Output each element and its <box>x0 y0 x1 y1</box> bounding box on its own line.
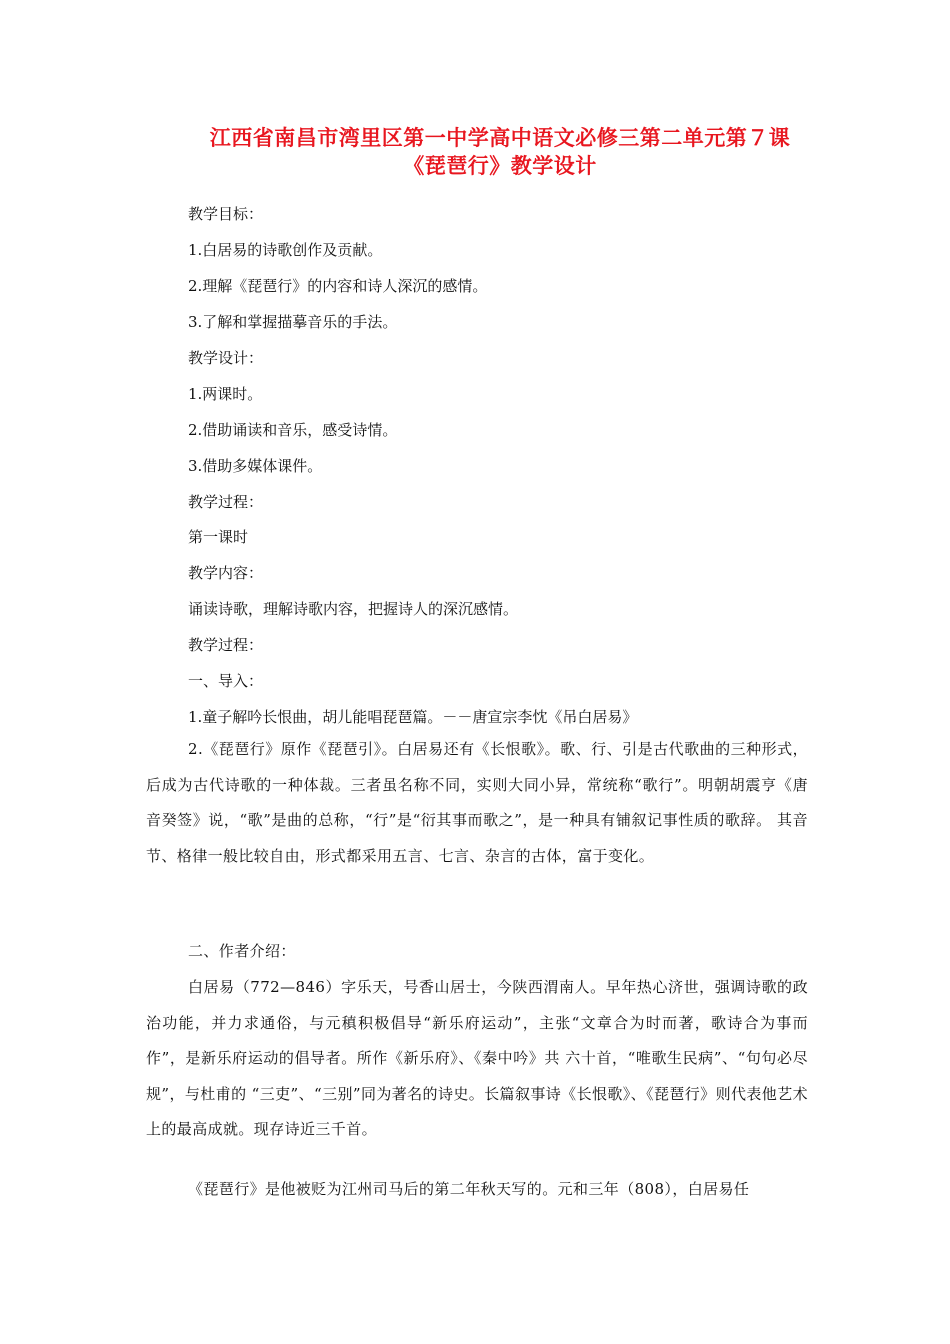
goal-item: 2.理解《琵琶行》的内容和诗人深沉的感情。 <box>188 277 488 295</box>
heading-author-intro: 二、作者介绍： <box>188 942 296 960</box>
background-paragraph: 《琵琶行》是他被贬为江州司马后的第二年秋天写的。元和三年（808），白居易任 <box>188 1180 750 1198</box>
intro-item-paragraph: 2.《琵琶行》原作《琵琶引》。白居易还有《长恨歌》。歌、行、引是古代歌曲的三种形式，后成为古代诗歌的一种体裁。三者虽名称不同，实则大同小异，常统称“歌行”。明朝胡震亨《唐音癸签》说，“歌”是曲的总称，“行”是“衍其事而歌之”，是一种具有铺叙记事性质的歌辞。 其音节、格律一般比较自由，形式都采用五言、七言、杂言的古体，富于变化。 <box>146 740 808 865</box>
heading-teaching-process-2: 教学过程： <box>188 636 264 654</box>
heading-first-lesson: 第一课时 <box>188 528 249 546</box>
design-item: 1.两课时。 <box>188 385 263 403</box>
design-item: 3.借助多媒体课件。 <box>188 457 323 475</box>
goal-item: 1.白居易的诗歌创作及贡献。 <box>188 241 383 259</box>
design-item: 2.借助诵读和音乐，感受诗情。 <box>188 421 398 439</box>
heading-introduction: 一、导入： <box>188 672 264 690</box>
author-paragraph: 白居易（772—846）字乐天，号香山居士，今陕西渭南人。早年热心济世，强调诗歌的政治功能，并力求通俗，与元稹积极倡导“新乐府运动”，主张“文章合为时而著，歌诗合为事而作”，是新乐府运动的倡导者。所作《新乐府》、《秦中吟》共 六十首，“唯歌生民病”、“句句必尽规”，与杜甫的 “三吏”、“三别”同为著名的诗史。长篇叙事诗《长恨歌》、《琵琶行》则代表他艺术上的最高成就。现存诗近三千首。 <box>146 978 808 1138</box>
goal-item: 3.了解和掌握描摹音乐的手法。 <box>188 313 398 331</box>
document-title-line-2: 《琵琶行》教学设计 <box>403 154 597 178</box>
heading-teaching-content: 教学内容： <box>188 564 264 582</box>
document-title-line-1: 江西省南昌市湾里区第一中学高中语文必修三第二单元第７课 <box>209 126 791 150</box>
teaching-content-text: 诵读诗歌，理解诗歌内容，把握诗人的深沉感情。 <box>188 600 519 618</box>
intro-item-quote: 1.童子解吟长恨曲，胡儿能唱琵琶篇。－－唐宣宗李忱《吊白居易》 <box>188 708 638 726</box>
heading-teaching-process: 教学过程： <box>188 493 264 511</box>
heading-teaching-goals: 教学目标： <box>188 205 264 223</box>
heading-teaching-design: 教学设计： <box>188 349 264 367</box>
